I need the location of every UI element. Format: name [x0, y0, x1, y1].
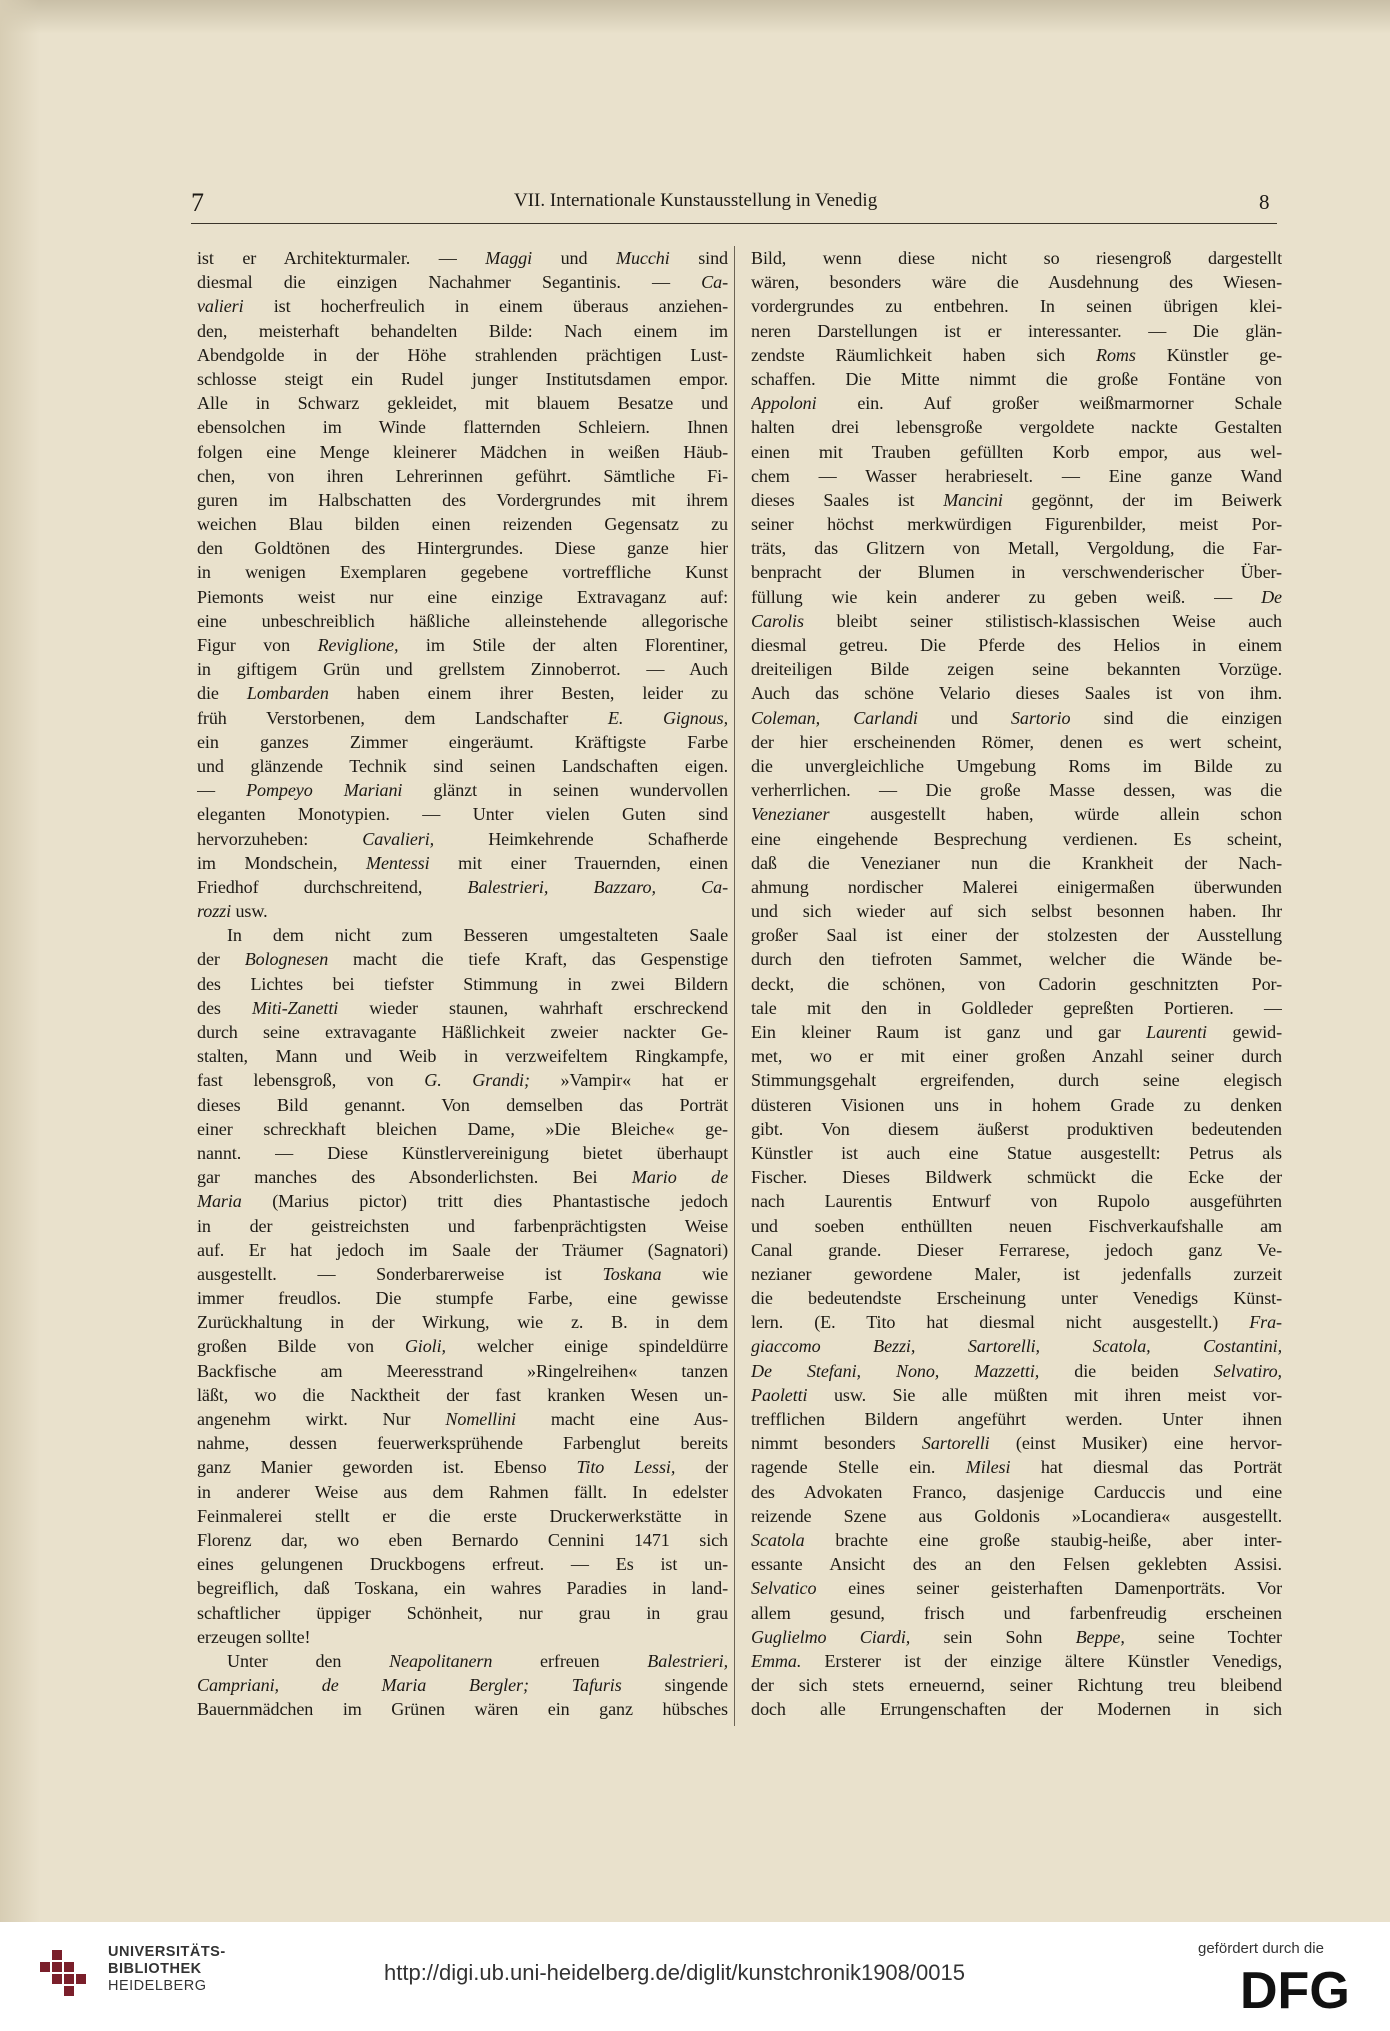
- text-line: benpracht der Blumen in verschwenderischer Über-: [751, 562, 1282, 583]
- text-line: De Stefani, Nono, Mazzetti, die beiden Selvatiro,: [751, 1360, 1282, 1381]
- text-line: Feinmalerei stellt er die erste Druckerwerkstätte in: [197, 1505, 728, 1526]
- text-line: des Miti-Zanetti wieder staunen, wahrhaft erschreckend: [197, 997, 728, 1018]
- text-line: düsteren Visionen uns in hohem Grade zu denken: [751, 1094, 1282, 1115]
- text-line: verherrlichen. — Die große Masse dessen, was die: [751, 780, 1282, 801]
- text-line: in wenigen Exemplaren gegebene vortreffliche Kunst: [197, 562, 728, 583]
- text-line: Paoletti usw. Sie alle müßten mit ihren meist vor-: [751, 1384, 1282, 1405]
- text-line: Ein kleiner Raum ist ganz und gar Laurenti gewid-: [751, 1022, 1282, 1042]
- text-line: Carolis bleibt seiner stilistisch-klassischen Weise auch: [751, 610, 1282, 631]
- text-line: neren Darstellungen ist er interessanter. — Die glän-: [751, 320, 1282, 341]
- text-line: Coleman, Carlandi und Sartorio sind die einzigen: [751, 707, 1282, 728]
- text-line: durch den tiefroten Sammet, welcher die Wände be-: [751, 949, 1282, 970]
- text-line: wären, besonders wäre die Ausdehnung des Wiesen-: [751, 272, 1282, 293]
- text-line: doch alle Errungenschaften der Modernen in sich: [751, 1699, 1282, 1720]
- funding-caption: gefördert durch die: [1198, 1940, 1324, 1957]
- university-library-name: [108, 1944, 226, 1995]
- text-line: und glänzende Technik sind seinen Landschaften eigen.: [197, 755, 728, 776]
- header-rule: [191, 223, 1277, 224]
- text-line: reizende Szene aus Goldonis »Locandiera« ausgestellt.: [751, 1505, 1282, 1526]
- text-line: valieri ist hocherfreulich in einem überaus anziehen-: [197, 296, 728, 317]
- dfg-logo-text: DFG: [1240, 1966, 1350, 2012]
- text-line: träts, das Glitzern von Metall, Vergoldung, die Far-: [751, 538, 1282, 559]
- text-line: dreiteiligen Bilde zeigen seine bekannten Vorzüge.: [751, 659, 1282, 680]
- text-line: immer freudlos. Die stumpfe Farbe, eine gewisse: [197, 1288, 728, 1309]
- text-line: füllung wie kein anderer zu geben weiß. — De: [751, 586, 1282, 607]
- text-line: — Pompeyo Mariani glänzt in seinen wundervollen: [197, 780, 728, 801]
- text-line: früh Verstorbenen, dem Landschafter E. Gignous,: [197, 707, 728, 728]
- text-line: Unter den Neapolitanern erfreuen Balestrieri,: [227, 1650, 728, 1671]
- text-line: vordergrundes zu entbehren. In seinen übrigen klei-: [751, 296, 1282, 317]
- text-line: in giftigem Grün und grellstem Zinnoberrot. — Auch: [197, 659, 728, 680]
- text-line: Fischer. Dieses Bildwerk schmückt die Ecke der: [751, 1167, 1282, 1188]
- text-line: Auch das schöne Velario dieses Saales ist von ihm.: [751, 683, 1282, 704]
- text-line: läßt, wo die Nacktheit der fast kranken Wesen un-: [197, 1384, 728, 1405]
- text-line: der sich stets erneuernd, seiner Richtung treu bleibend: [751, 1675, 1282, 1696]
- text-line: die bedeutendste Erscheinung unter Venedigs Künst-: [751, 1288, 1282, 1309]
- column-divider: [734, 246, 735, 1726]
- text-line: guren im Halbschatten des Vordergrundes mit ihrem: [197, 489, 728, 510]
- text-line: Bild, wenn diese nicht so riesengroß dargestellt: [751, 248, 1282, 268]
- text-line: die unvergleichliche Umgebung Roms im Bilde zu: [751, 755, 1282, 776]
- text-line: Scatola brachte eine große staubig-heiße, aber inter-: [751, 1529, 1282, 1550]
- page-number-left: 7: [191, 188, 204, 217]
- text-line: nahme, dessen feuerwerksprühende Farbenglut bereits: [197, 1433, 728, 1454]
- permalink-url[interactable]: http://digi.ub.uni-heidelberg.de/diglit/kunstchronik1908/0015: [384, 1960, 965, 1985]
- text-line: Bauernmädchen im Grünen wären ein ganz hübsches: [197, 1699, 728, 1720]
- text-line: Zurückhaltung in der Wirkung, wie z. B. in dem: [197, 1312, 728, 1333]
- text-line: Guglielmo Ciardi, sein Sohn Beppe, seine Tochter: [751, 1626, 1282, 1647]
- text-line: Figur von Reviglione, im Stile der alten Florentiner,: [197, 635, 728, 655]
- text-line: und soeben enthüllten neuen Fischverkaufshalle am: [751, 1215, 1282, 1236]
- text-line: lern. (E. Tito hat diesmal nicht ausgestellt.) Fra-: [751, 1312, 1282, 1333]
- text-line: gar manches des Absonderlichsten. Bei Mario de: [197, 1167, 728, 1188]
- text-line: des Lichtes bei tiefster Stimmung in zwei Bildern: [197, 973, 728, 994]
- text-line: angenehm wirkt. Nur Nomellini macht eine Aus-: [197, 1409, 728, 1429]
- text-line: essante Ansicht des an den Felsen geklebten Assisi.: [751, 1554, 1282, 1575]
- text-line: ebensolchen im Winde flatternden Schleiern. Ihnen: [197, 417, 728, 438]
- text-line: Canal grande. Dieser Ferrarese, jedoch ganz Ve-: [751, 1239, 1282, 1260]
- text-line: Backfische am Meeresstrand »Ringelreihen« tanzen: [197, 1360, 728, 1381]
- text-line: met, wo er mit einer großen Anzahl seiner durch: [751, 1046, 1282, 1067]
- text-line: Florenz dar, wo eben Bernardo Cennini 1471 sich: [197, 1529, 728, 1550]
- text-line: tale mit den in Goldleder gepreßten Portieren. —: [751, 997, 1282, 1018]
- institution-line-2: BIBLIOTHEK: [108, 1961, 202, 1977]
- text-line: Abendgolde in der Höhe strahlenden prächtigen Lust-: [197, 344, 728, 365]
- text-line: erzeugen sollte!: [197, 1626, 311, 1647]
- text-line: auf. Er hat jedoch im Saale der Träumer (Sagnatori): [197, 1239, 728, 1260]
- dfg-logo-icon: [1240, 1966, 1370, 2012]
- text-line: im Mondschein, Mentessi mit einer Trauernden, einen: [197, 852, 728, 873]
- text-line: nannt. — Diese Künstlervereinigung bietet überhaupt: [197, 1142, 728, 1163]
- text-line: ein ganzes Zimmer eingeräumt. Kräftigste Farbe: [197, 731, 728, 752]
- text-line: weichen Blau bilden einen reizenden Gegensatz zu: [197, 514, 728, 535]
- text-line: nimmt besonders Sartorelli (einst Musiker) eine hervor-: [751, 1433, 1282, 1454]
- text-line: eines gelungenen Druckbogens erfreut. — Es ist un-: [197, 1554, 728, 1575]
- text-line: eine unbeschreiblich häßliche alleinstehende allegorische: [197, 610, 728, 631]
- text-line: großen Bilde von Gioli, welcher einige spindeldürre: [197, 1336, 728, 1357]
- text-line: ganz Manier geworden ist. Ebenso Tito Lessi, der: [197, 1457, 728, 1478]
- text-line: eine eingehende Besprechung verdienen. Es scheint,: [751, 828, 1282, 849]
- text-line: in der geistreichsten und farbenprächtigsten Weise: [197, 1215, 728, 1236]
- text-line: Selvatico eines seiner geisterhaften Damenporträts. Vor: [751, 1578, 1282, 1599]
- text-line: diesmal getreu. Die Pferde des Helios in einem: [751, 635, 1282, 655]
- text-line: ahmung nordischer Malerei einigermaßen überwunden: [751, 876, 1282, 897]
- text-line: schaffen. Die Mitte nimmt die große Fontäne von: [751, 368, 1282, 389]
- text-line: giaccomo Bezzi, Sartorelli, Scatola, Costantini,: [751, 1336, 1282, 1357]
- page-shadow-top: [0, 0, 1390, 34]
- text-line: Piemonts weist nur eine einzige Extravaganz auf:: [197, 586, 728, 607]
- text-line: ragende Stelle ein. Milesi hat diesmal das Porträt: [751, 1457, 1282, 1478]
- text-line: dieses Bild genannt. Von demselben das Porträt: [197, 1094, 728, 1115]
- text-line: den, meisterhaft behandelten Bilde: Nach einem im: [197, 320, 728, 341]
- text-line: schlosse steigt ein Rudel junger Institutsdamen empor.: [197, 368, 728, 389]
- text-line: halten drei lebensgroße vergoldete nackte Gestalten: [751, 417, 1282, 438]
- text-line: deckt, die schönen, von Cadorin geschnitzten Por-: [751, 973, 1282, 994]
- text-line: zendste Räumlichkeit haben sich Roms Künstler ge-: [751, 344, 1282, 365]
- text-line: eleganten Monotypien. — Unter vielen Guten sind: [197, 804, 728, 825]
- text-line: Campriani, de Maria Bergler; Tafuris singende: [197, 1675, 728, 1696]
- text-line: ausgestellt. — Sonderbarerweise ist Toskana wie: [197, 1263, 728, 1284]
- text-line: diesmal die einzigen Nachahmer Segantinis. — Ca-: [197, 272, 728, 293]
- text-line: großer Saal ist einer der stolzesten der Ausstellung: [751, 925, 1282, 946]
- text-line: seiner höchst merkwürdigen Figurenbilder, meist Por-: [751, 514, 1282, 535]
- text-line: Maria (Marius pictor) tritt dies Phantastische jedoch: [197, 1191, 728, 1212]
- text-line: chen, von ihren Lehrerinnen geführt. Sämtliche Fi-: [197, 465, 728, 486]
- text-line: trefflichen Bildern angeführt werden. Unter ihnen: [751, 1409, 1282, 1429]
- text-line: In dem nicht zum Besseren umgestalteten Saale: [227, 925, 728, 946]
- institution-line-3: HEIDELBERG: [108, 1978, 207, 1994]
- text-line: Künstler ist auch eine Statue ausgestellt: Petrus als: [751, 1142, 1282, 1163]
- text-line: Stimmungsgehalt ergreifenden, durch seine elegisch: [751, 1070, 1282, 1091]
- text-line: Emma. Ersterer ist der einzige ältere Künstler Venedigs,: [751, 1650, 1282, 1671]
- text-line: fast lebensgroß, von G. Grandi; »Vampir« hat er: [197, 1070, 728, 1091]
- text-line: und sich wieder auf sich selbst besonnen haben. Ihr: [751, 901, 1282, 922]
- text-line: rozzi usw.: [197, 901, 268, 922]
- text-line: einen mit Trauben gefüllten Korb empor, aus wel-: [751, 441, 1282, 462]
- text-line: folgen eine Menge kleinerer Mädchen in weißen Häub-: [197, 441, 728, 462]
- text-line: gibt. Von diesem äußerst produktiven bedeutenden: [751, 1118, 1282, 1139]
- page-number-right: 8: [1259, 190, 1270, 214]
- institution-line-1: UNIVERSITÄTS-: [108, 1944, 226, 1960]
- text-line: die Lombarden haben einem ihrer Besten, leider zu: [197, 683, 728, 704]
- text-line: Appoloni ein. Auf großer weißmarmorner Schale: [751, 393, 1282, 414]
- text-line: durch seine extravagante Häßlichkeit zweier nackter Ge-: [197, 1022, 728, 1042]
- text-line: der hier erscheinenden Römer, denen es wert scheint,: [751, 731, 1282, 752]
- text-column-left: [197, 246, 728, 1721]
- text-line: daß die Venezianer nun die Krankheit der Nach-: [751, 852, 1282, 873]
- text-line: stalten, Mann und Weib in verzweifeltem Ringkampfe,: [197, 1046, 728, 1067]
- text-line: in anderer Weise aus dem Rahmen fällt. In edelster: [197, 1481, 728, 1502]
- text-line: Alle in Schwarz gekleidet, mit blauem Besatze und: [197, 393, 728, 414]
- text-line: einer schreckhaft bleichen Dame, »Die Bleiche« ge-: [197, 1118, 728, 1139]
- text-line: chem — Wasser herabrieselt. — Eine ganze Wand: [751, 465, 1282, 486]
- text-line: nezianer gewordene Maler, ist jedenfalls zurzeit: [751, 1263, 1282, 1284]
- text-line: begreiflich, daß Toskana, ein wahres Paradies in land-: [197, 1578, 728, 1599]
- text-column-right: [751, 246, 1282, 1721]
- text-line: den Goldtönen des Hintergrundes. Diese ganze hier: [197, 538, 728, 559]
- text-line: allem gesund, frisch und farbenfreudig erscheinen: [751, 1602, 1282, 1623]
- text-line: Friedhof durchschreitend, Balestrieri, Bazzaro, Ca-: [197, 876, 728, 897]
- page-shadow-left: [0, 0, 40, 1922]
- running-header-title: VII. Internationale Kunstausstellung in Venedig: [514, 190, 878, 211]
- text-line: nach Laurentis Entwurf von Rupolo ausgeführten: [751, 1191, 1282, 1212]
- text-line: ist er Architekturmaler. — Maggi und Mucchi sind: [197, 248, 728, 268]
- text-line: des Advokaten Franco, dasjenige Carduccis und eine: [751, 1481, 1282, 1502]
- university-library-logo-icon: [36, 1942, 94, 2000]
- text-line: hervorzuheben: Cavalieri, Heimkehrende Schafherde: [197, 828, 728, 849]
- text-line: dieses Saales ist Mancini gegönnt, der im Beiwerk: [751, 489, 1282, 510]
- text-line: der Bolognesen macht die tiefe Kraft, das Gespenstige: [197, 949, 728, 970]
- text-line: schaftlicher üppiger Schönheit, nur grau in grau: [197, 1602, 728, 1623]
- text-line: Venezianer ausgestellt haben, würde allein schon: [751, 804, 1282, 825]
